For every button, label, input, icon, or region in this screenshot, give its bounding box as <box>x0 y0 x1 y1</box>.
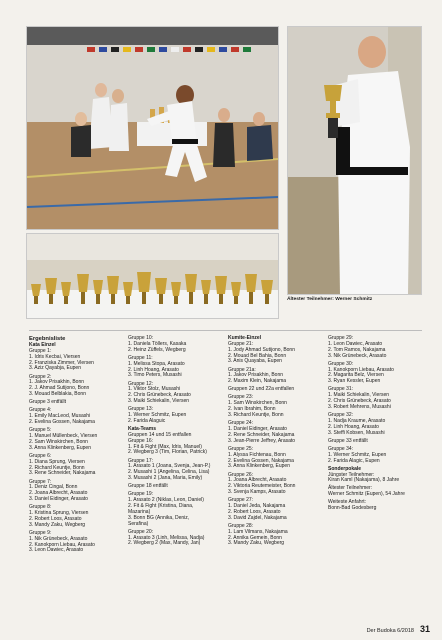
result-entry: 2. Ivan Ibrahim, Bonn <box>228 406 276 413</box>
result-group <box>228 447 322 470</box>
section-heading-kata-teams: Kata-Teams <box>128 426 156 432</box>
result-group <box>29 408 119 426</box>
result-entry: 2. Franziska Zimmer, Viersen <box>29 359 94 366</box>
group-label: Gruppen 22 und 22a entfallen <box>228 386 295 393</box>
page-number: 31 <box>419 624 430 634</box>
group-label: Gruppe 2: <box>29 373 52 380</box>
result-entry: 2. Fit & Fight (Kristina, Diana, <box>128 503 194 510</box>
group-label: Gruppe 16: <box>128 437 154 444</box>
group-label: Gruppe 27: <box>228 497 254 504</box>
result-entry: 2. Joana Albrecht, Arasato <box>29 490 88 497</box>
result-group <box>228 387 322 393</box>
result-entry: 2. Wegberg 3 (Tim, Florian, Patrick) <box>128 449 207 456</box>
result-entry: 2. Linh Hoang, Arasato <box>328 423 379 430</box>
result-entry: 3. Bonn BG (Annika, Deniz, <box>128 514 190 521</box>
result-entry: 1. Diana Sprung, Viersen <box>29 458 85 465</box>
group-label: Gruppe 20: <box>128 528 154 535</box>
group-label: Gruppe 31: <box>328 386 354 393</box>
result-entry: 1. Jakov Prisakhin, Bonn <box>228 372 284 379</box>
result-entry: 2. Maxim Klein, Nakajama <box>228 378 287 385</box>
result-group <box>128 382 219 405</box>
result-entry: 3. Mandy Zaku, Wegberg <box>228 540 285 547</box>
result-group <box>29 531 119 554</box>
section-heading-sonderpokale: Sonderpokale <box>328 465 362 472</box>
result-entry: 1. Melissa Stopa, Arasato <box>128 360 185 367</box>
result-entry: 1. Jody Ahmad Sutijono, Bonn <box>228 346 295 353</box>
result-entry: 3. Robert Mehrens, Musashi <box>328 403 391 410</box>
result-entry: 1. Idris Kecbai, Viersen <box>29 353 81 360</box>
section-heading-kumite-einzel: Kumite-Einzel <box>228 335 262 341</box>
result-entry: 2. Mouad Bel Bahia, Bonn <box>228 352 287 359</box>
result-entry: 1. Leon Dawiec, Arasato <box>328 340 383 347</box>
result-entry: 3. Jean-Pierre Jeffrey, Arasato <box>228 437 296 444</box>
result-entry: 2. Farida Alagic, Eupen <box>328 457 380 464</box>
result-entry: 1. Fit & Fight (Max, Idris, Manuel) <box>128 443 202 450</box>
group-label: Gruppe 7: <box>29 478 52 485</box>
result-entry: 3. Musashi 2 (Jana, Maria, Emily) <box>128 475 203 482</box>
result-entry: 2. Richard Keuntje, Bonn <box>29 464 85 471</box>
group-label: Jüngster Teilnehmer: <box>328 471 375 478</box>
result-entry: 2. Musashi 1 (Angelina, Celina, Lisa) <box>128 469 210 476</box>
result-group <box>29 400 119 406</box>
result-entry: 2. Rene Schneider, Nakajama <box>228 431 295 438</box>
result-group <box>328 362 422 385</box>
result-entry: 1. Sam Winskirchen, Bonn <box>228 400 287 407</box>
result-entry: 3. Maiki Schiekalin, Viersen <box>128 398 190 405</box>
result-entry: 1. Manuel Müllenbeck, Viersen <box>29 433 98 439</box>
group-label: Gruppe 33 entfällt <box>328 437 368 444</box>
result-entry: 3. Nik Grünebeck, Arasato <box>328 352 387 359</box>
result-entry: 3. Svenja Kamps, Arasato <box>228 489 286 496</box>
result-entry: 1. Daniel Jeda, Nakajama <box>228 503 286 510</box>
result-entry: 2. Viktoria Reutemeister, Bonn <box>228 483 296 490</box>
group-label: Gruppe 10: <box>128 335 154 341</box>
result-entry: 2. Annika Gemein, Bonn <box>228 534 282 541</box>
group-label: Gruppe 11: <box>128 354 153 361</box>
result-entry: Serafina) <box>128 520 149 527</box>
result-group <box>29 480 119 503</box>
results-column-1 <box>29 336 119 620</box>
group-label: Gruppe 21a: <box>228 366 256 373</box>
group-label: Weiteste Anfahrt: <box>328 499 366 506</box>
result-group <box>128 356 219 379</box>
result-entry: Kiran Kaml (Nakajama), 8 Jahre <box>328 477 400 484</box>
result-group <box>128 492 219 527</box>
group-label: Gruppe 13: <box>128 406 154 413</box>
group-label: Ältester Teilnehmer: <box>328 485 373 492</box>
result-entry: 2. Robert Loos, Arasato <box>228 508 281 515</box>
result-group <box>328 473 422 485</box>
result-entry: 3. Richard Keuntje, Bonn <box>228 412 284 419</box>
result-group <box>128 407 219 425</box>
result-entry: 1. Nik Grünebeck, Arasato <box>29 535 88 542</box>
group-label: Gruppe 34: <box>328 445 354 452</box>
result-group <box>128 439 219 457</box>
result-entry: 1. Daniel Eidinger, Arasato <box>228 426 287 432</box>
group-label: Gruppe 4: <box>29 407 52 414</box>
result-entry: 3. Anis Quayaba, Eupen <box>228 358 282 365</box>
result-group <box>228 368 322 386</box>
result-entry: 1. Nadja Kraume, Arasato <box>328 417 386 424</box>
trophy-photo-image <box>288 27 421 294</box>
result-entry: 2. Chris Grünebeck, Arasato <box>128 392 191 399</box>
result-entry: 2. J. Ahmad Sutijono, Bonn <box>29 385 90 392</box>
result-group <box>328 447 422 465</box>
result-group <box>29 505 119 528</box>
group-label: Gruppe 8: <box>29 504 52 511</box>
results-column-3 <box>228 336 322 620</box>
result-group <box>328 336 422 359</box>
group-label: Gruppe 6: <box>29 452 52 459</box>
trophies-photo-image <box>27 234 278 318</box>
magazine-issue: Der Budoka 6/2018 <box>366 628 414 634</box>
group-label: Gruppe 3 entfällt <box>29 399 66 406</box>
result-entry: 1. Kanokporn Liebau, Arasato <box>328 366 394 373</box>
result-entry: 3. Leon Dawiec, Arasato <box>29 547 84 554</box>
result-group <box>328 439 422 445</box>
result-entry: 3. Mandy Zaku, Wegberg <box>29 521 86 528</box>
result-entry: 3. Ryan Kessler, Eupen <box>328 378 381 385</box>
result-group <box>29 454 119 477</box>
result-entry: 3. Daniel Eidinger, Arasato <box>29 496 88 503</box>
result-group <box>128 484 219 490</box>
result-entry: 1. Alyssa Fichtenau, Bonn <box>228 451 286 458</box>
result-entry: 1. Deniz Cingal, Bonn <box>29 484 78 491</box>
result-entry: 1. Emily MacLeod, Musashi <box>29 413 91 420</box>
group-label: Gruppe 18 entfällt <box>128 483 168 490</box>
result-entry: 1. Arasato 1 (Joana, Svenja, Jean-P.) <box>128 463 211 470</box>
result-group <box>228 498 322 521</box>
group-label: Gruppe 17: <box>128 457 154 464</box>
result-entry: 2. Evelina Gossen, Nakajama <box>228 457 294 464</box>
result-entry: Werner Schmitz (Eupen), 54 Jahre <box>328 491 405 498</box>
group-label: Gruppe 1: <box>29 347 52 354</box>
result-entry: 3. Mouad Belblakia, Bonn <box>29 391 86 398</box>
result-group <box>128 530 219 548</box>
divider <box>29 330 422 331</box>
group-label: Gruppe 5: <box>29 427 52 434</box>
result-entry: 3. Steffi Kobsen, Musashi <box>328 429 385 436</box>
result-entry: 3. Aziz Qayabja, Eupen <box>29 365 81 372</box>
result-group <box>128 459 219 482</box>
group-label: Gruppe 25: <box>228 445 254 452</box>
result-entry: 2. Chris Grünebeck, Arasato <box>328 398 391 405</box>
group-label: Gruppe 29: <box>328 335 354 341</box>
results-title: Ergebnisliste <box>29 336 66 342</box>
result-entry: 1. Werner Schmitz, Eupen <box>128 412 187 419</box>
kumite-einzel-groups-cont <box>328 336 422 464</box>
group-label: Gruppe 32: <box>328 412 354 419</box>
result-group <box>228 473 322 496</box>
result-group <box>228 421 322 444</box>
page-footer <box>367 624 430 634</box>
result-entry: 3. David Zajdel, Nakajama <box>228 514 287 521</box>
group-label: Gruppe 12: <box>128 380 154 387</box>
result-entry: 1. Kristina Sprung, Viersen <box>29 510 89 517</box>
group-label: Gruppe 28: <box>228 522 254 529</box>
result-entry: 1. Viktor Stolz, Musashi <box>128 386 181 393</box>
group-label: Gruppe 24: <box>228 420 254 427</box>
sonderpokale-list <box>328 473 422 513</box>
result-entry: 2. Kanokporn Liebau, Arasato <box>29 541 95 548</box>
result-group <box>29 428 119 451</box>
kata-einzel-groups-cont <box>128 336 219 425</box>
result-entry: 3. Anna Klinkenberg, Eupen <box>29 444 91 451</box>
group-label: Gruppe 21: <box>228 340 254 347</box>
result-entry: Bonn-Bad Godesberg <box>328 505 377 512</box>
group-label: Gruppe 19: <box>128 491 154 498</box>
result-entry: 2. Linh Hoang, Arasato <box>128 366 179 373</box>
kata-teams-note: Gruppen 14 und 15 entfallen <box>128 431 192 438</box>
result-entry: 1. Maiki Schiekalin, Viersen <box>328 392 390 399</box>
result-group <box>29 349 119 372</box>
result-group <box>128 336 219 354</box>
result-entry: 2. Wegberg 2 (Max, Mandy, Jan) <box>128 540 201 547</box>
result-group <box>228 524 322 547</box>
results-column-2 <box>128 336 219 620</box>
result-group <box>328 413 422 436</box>
section-heading-kata-einzel: Kata Einzel <box>29 342 56 348</box>
result-entry: 1. Joana Albrecht, Arasato <box>228 477 287 484</box>
result-entry: 1. Lam Vilmans, Nakajama <box>228 528 288 535</box>
result-group <box>328 387 422 410</box>
result-entry: 3. Timo Peters, Musashi <box>128 372 182 379</box>
result-entry: 2. Robert Loos, Arasato <box>29 515 82 522</box>
kata-photo-image <box>27 27 278 229</box>
result-group <box>29 375 119 398</box>
result-entry: 1. Jakov Prisakhin, Bonn <box>29 379 85 386</box>
results-column-4 <box>328 336 422 620</box>
photo-trophies-table <box>26 233 279 319</box>
kata-teams-groups <box>128 439 219 548</box>
photo-oldest-participant <box>287 26 422 295</box>
result-entry: 2. Evelina Gossen, Nakajama <box>29 419 95 426</box>
group-label: Gruppe 26: <box>228 471 254 478</box>
kumite-einzel-groups <box>228 342 322 547</box>
result-entry: 2. Heinz Züffels, Wegberg <box>128 346 186 353</box>
kata-einzel-groups <box>29 349 119 554</box>
result-entry: 3. Rene Schneider, Nakajama <box>29 470 96 477</box>
photo-caption: Ältester Teilnehmer: Werner Schmitz <box>287 297 373 302</box>
result-group <box>228 342 322 365</box>
result-entry: 1. Arasato 3 (Linh, Melissa, Nadja) <box>128 534 205 541</box>
group-label: Gruppe 9: <box>29 529 52 536</box>
result-entry: 2. Sam Winskirchen, Bonn <box>29 438 88 445</box>
result-entry: Mazarina) <box>128 508 151 515</box>
result-entry: 2. Tom Ramos, Nakajama <box>328 346 386 353</box>
result-entry: 2. Magarita Belz, Viersen <box>328 372 384 379</box>
photo-kata-performance <box>26 26 279 230</box>
result-entry: 3. Anna Klinkenberg, Eupen <box>228 463 290 470</box>
result-group <box>228 395 322 418</box>
result-entry: 1. Daniela Töllers, Kasaka <box>128 340 187 347</box>
result-group <box>328 486 422 498</box>
group-label: Gruppe 30: <box>328 360 354 367</box>
result-entry: 1. Arasato 2 (Niklas, Leon, Daniel) <box>128 497 204 504</box>
result-group <box>328 500 422 512</box>
result-entry: 1. Werner Schmitz, Eupen <box>328 451 387 458</box>
group-label: Gruppe 23: <box>228 394 254 401</box>
result-entry: 2. Farida Alaguic <box>128 417 166 424</box>
